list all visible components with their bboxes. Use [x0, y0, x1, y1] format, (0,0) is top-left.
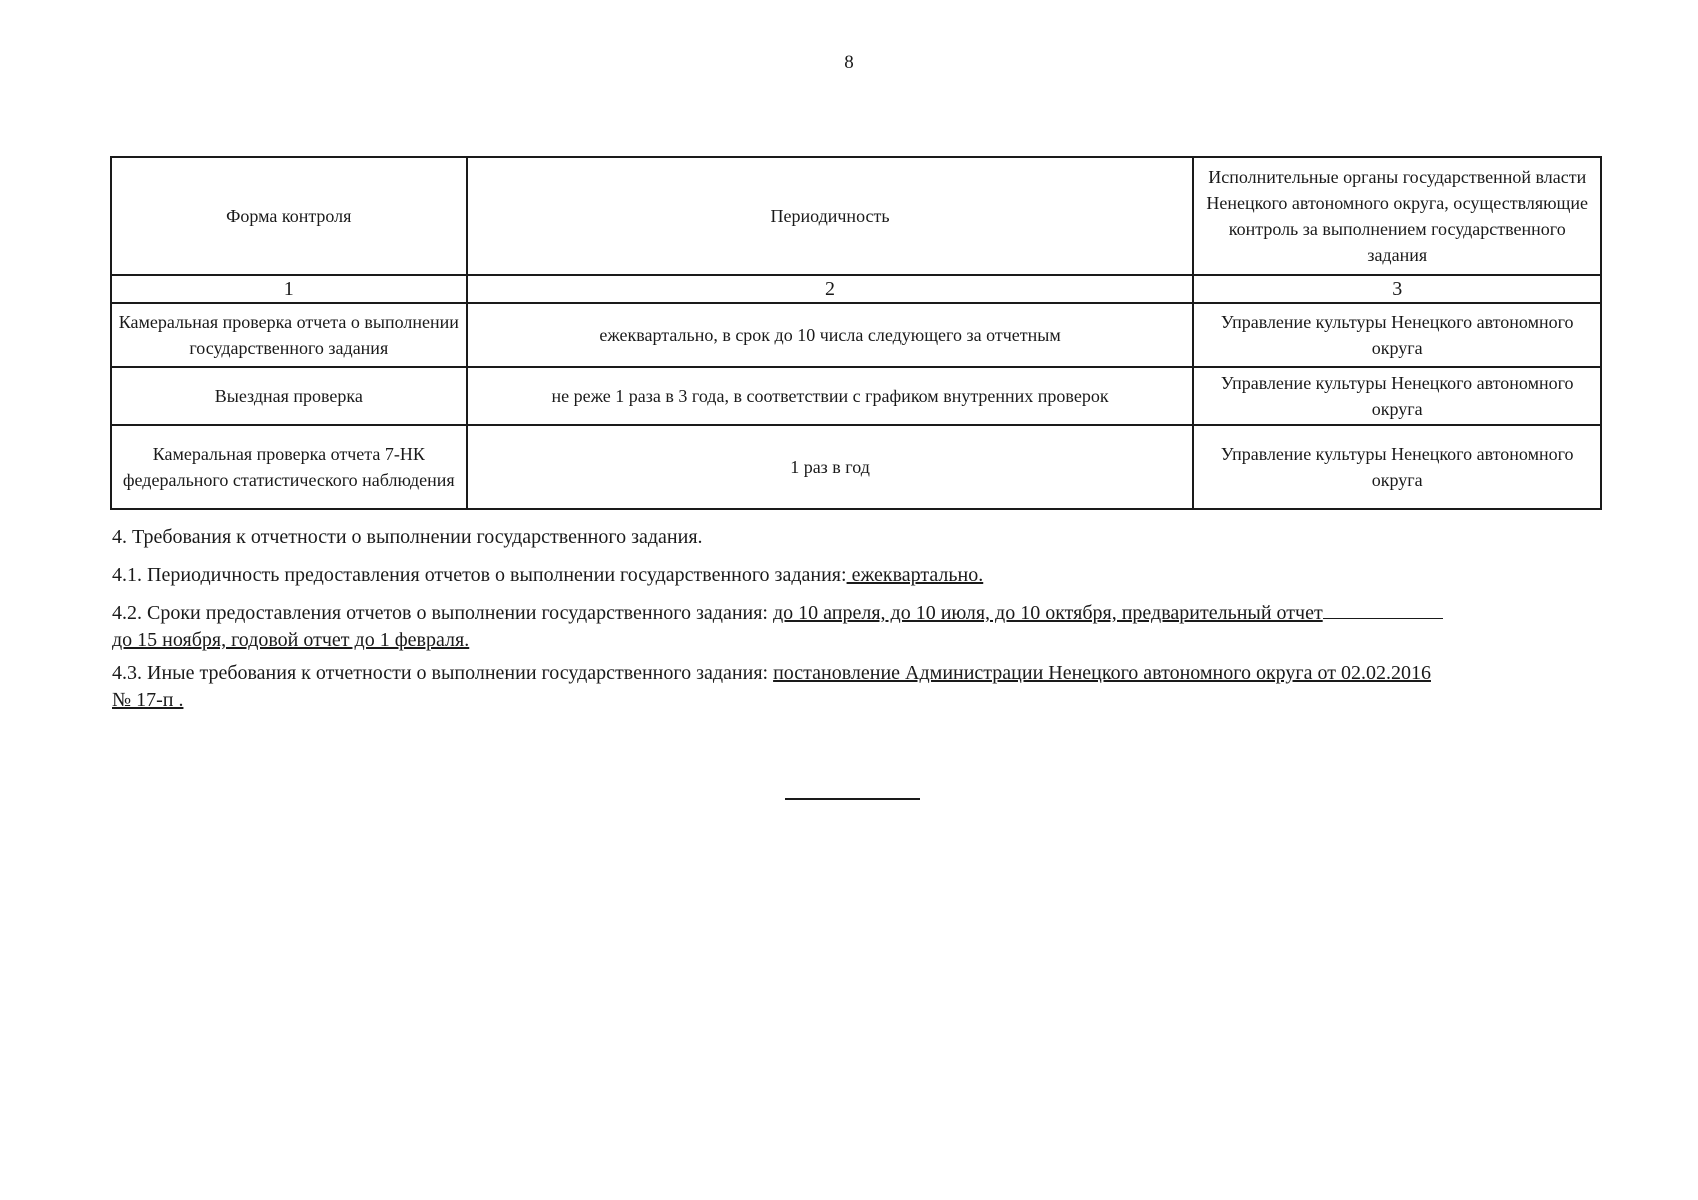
cell-authority: Управление культуры Ненецкого автономного округа — [1193, 367, 1601, 425]
section-4-3-label: 4.3. Иные требования к отчетности о выполнении государственного задания: — [112, 662, 774, 684]
section-4-2-value-line2: до 15 ноября, годовой отчет до 1 февраля. — [112, 629, 470, 651]
header-periodicity: Периодичность — [467, 157, 1194, 275]
section-4-heading — [112, 524, 1602, 551]
cell-form: Камеральная проверка отчета 7-НК федерального статистического наблюдения — [111, 425, 467, 509]
cell-form: Камеральная проверка отчета о выполнении государственного задания — [111, 303, 467, 367]
cell-periodicity: не реже 1 раза в 3 года, в соответствии с графиком внутренних проверок — [467, 367, 1194, 425]
column-number: 2 — [467, 275, 1194, 303]
page-number: 8 — [844, 52, 854, 73]
section-4-1-value: ежеквартально. — [846, 564, 984, 586]
cell-periodicity: ежеквартально, в срок до 10 числа следующего за отчетным — [467, 303, 1194, 367]
table-row — [111, 425, 1601, 509]
header-form: Форма контроля — [111, 157, 467, 275]
section-4-3-value-line2: № 17-п . — [112, 689, 184, 711]
section-4-text: 4. Требования к отчетности о выполнении государственного задания. — [112, 526, 703, 548]
table-row — [111, 303, 1601, 367]
section-4-2-value-line1: до 10 апреля, до 10 июля, до 10 октября, предварительный отчет — [773, 602, 1323, 624]
column-number-row — [111, 275, 1601, 303]
cell-form: Выездная проверка — [111, 367, 467, 425]
cell-periodicity: 1 раз в год — [467, 425, 1194, 509]
end-divider — [785, 798, 920, 800]
table-header-row — [111, 157, 1601, 275]
table-row — [111, 367, 1601, 425]
cell-authority: Управление культуры Ненецкого автономного округа — [1193, 303, 1601, 367]
fill-underline — [1323, 600, 1443, 619]
section-4-1-label: 4.1. Периодичность предоставления отчетов о выполнении государственного задания: — [112, 564, 847, 586]
header-authority: Исполнительные органы государственной власти Ненецкого автономного округа, осуществляющие контроль за выполнением государственного задания — [1193, 157, 1601, 275]
column-number: 1 — [111, 275, 467, 303]
section-4-3 — [112, 660, 1602, 714]
control-table — [110, 156, 1602, 510]
section-4-2-label: 4.2. Сроки предоставления отчетов о выполнении государственного задания: — [112, 602, 773, 624]
section-4-2 — [112, 600, 1602, 654]
cell-authority: Управление культуры Ненецкого автономного округа — [1193, 425, 1601, 509]
column-number: 3 — [1193, 275, 1601, 303]
section-4-3-value-line1: постановление Администрации Ненецкого автономного округа от 02.02.2016 — [773, 662, 1431, 684]
section-4-1 — [112, 562, 1602, 589]
